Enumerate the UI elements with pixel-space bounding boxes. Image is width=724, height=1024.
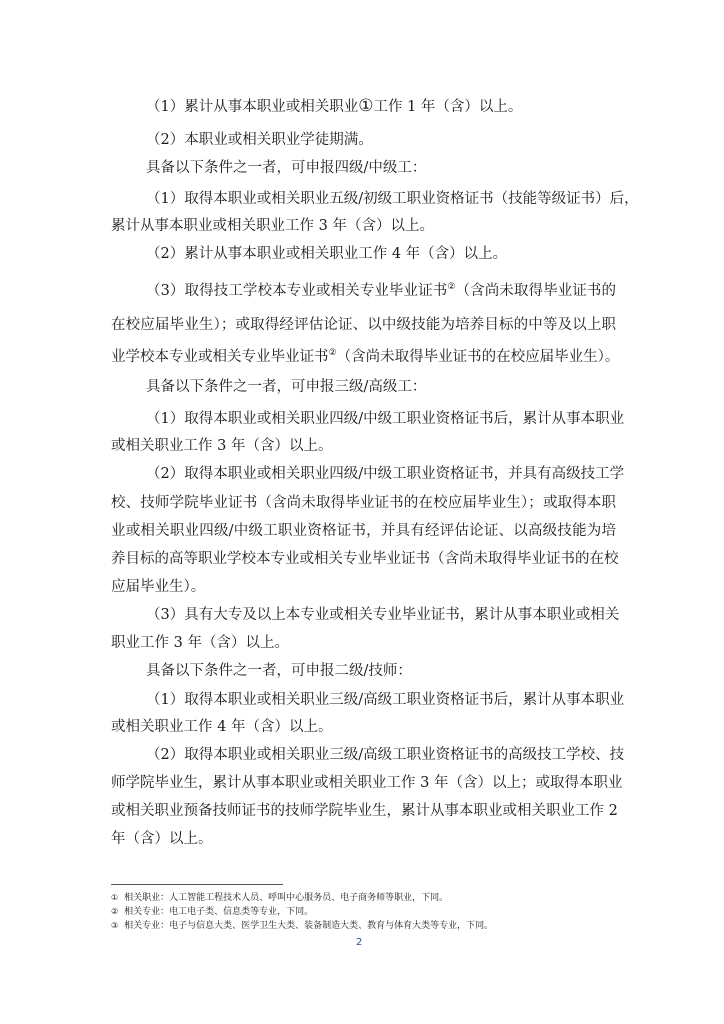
paragraph-line: （1）取得本职业或相关职业三级/高级工职业资格证书后，累计从事本职业: [146, 692, 625, 708]
paragraph-line: 师学院毕业生，累计从事本职业或相关职业工作 3 年（含）以上；或取得本职业: [111, 775, 623, 791]
footnote-ref-2: ②: [447, 282, 456, 293]
page-number: 2: [356, 937, 363, 948]
paragraph-line: （3）具有大专及以上本专业或相关专业毕业证书，累计从事本职业或相关: [146, 607, 620, 623]
paragraph-line: （3）取得技工学校本专业或相关专业毕业证书②（含尚未取得毕业证书的: [146, 282, 616, 299]
paragraph-line: （1）累计从事本职业或相关职业①工作 1 年（含）以上。: [146, 96, 523, 116]
paragraph-line: 在校应届毕业生）；或取得经评估论证、以中级技能为培养目标的中等及以上职: [111, 317, 616, 333]
footnote-ref-2b: ②: [328, 348, 337, 359]
footnote-divider: [111, 884, 283, 885]
section-heading-technician: 具备以下条件之一者，可申报二级/技师：: [146, 663, 412, 679]
section-heading-advanced: 具备以下条件之一者，可申报三级/高级工：: [146, 379, 427, 395]
paragraph-line: 职业工作 3 年（含）以上。: [111, 635, 289, 651]
footnote-1: ① 相关职业：人工智能工程技术人员、呼叫中心服务员、电子商务师等职业，下同。: [111, 893, 449, 903]
paragraph-line: 或相关职业预备技师证书的技师学院毕业生，累计从事本职业或相关职业工作 2: [111, 803, 618, 819]
paragraph-line: （1）取得本职业或相关职业四级/中级工职业资格证书后，累计从事本职业: [146, 411, 625, 427]
paragraph-line: 年（含）以上。: [111, 831, 213, 847]
paragraph-line: （2）累计从事本职业或相关职业工作 4 年（含）以上。: [146, 246, 508, 262]
paragraph-line: （2）取得本职业或相关职业四级/中级工职业资格证书，并具有高级技工学: [146, 466, 625, 482]
footnote-ref-1: ①: [358, 96, 374, 116]
paragraph-line: 养目标的高等职业学校本专业或相关专业毕业证书（含尚未取得毕业证书的在校: [111, 551, 619, 567]
footnote-3: ③ 相关专业：电子与信息大类、医学卫生大类、装备制造大类、教育与体育大类等专业，下同。: [111, 921, 494, 931]
paragraph-line: 校、技师学院毕业证书（含尚未取得毕业证书的在校应届毕业生）；或取得本职: [111, 495, 616, 511]
paragraph-line: 或相关职业工作 3 年（含）以上。: [111, 438, 333, 454]
paragraph-line: 或相关职业工作 4 年（含）以上。: [111, 719, 333, 735]
paragraph-line: （2）本职业或相关职业学徒期满。: [146, 132, 373, 148]
paragraph-line: （2）取得本职业或相关职业三级/高级工职业资格证书的高级技工学校、技: [146, 747, 625, 763]
paragraph-line: 业或相关职业四级/中级工职业资格证书，并具有经评估论证、以高级技能为培: [111, 523, 616, 539]
section-heading-intermediate: 具备以下条件之一者，可申报四级/中级工：: [146, 160, 427, 176]
paragraph-line: 应届毕业生）。: [111, 579, 206, 595]
paragraph-line: （1）取得本职业或相关职业五级/初级工职业资格证书（技能等级证书）后，: [146, 191, 639, 207]
paragraph-line: 业学校本专业或相关专业毕业证书②（含尚未取得毕业证书的在校应届毕业生）。: [111, 348, 620, 365]
footnote-2: ② 相关专业：电工电子类、信息类等专业，下同。: [111, 907, 314, 917]
paragraph-line: 累计从事本职业或相关职业工作 3 年（含）以上。: [111, 218, 434, 234]
